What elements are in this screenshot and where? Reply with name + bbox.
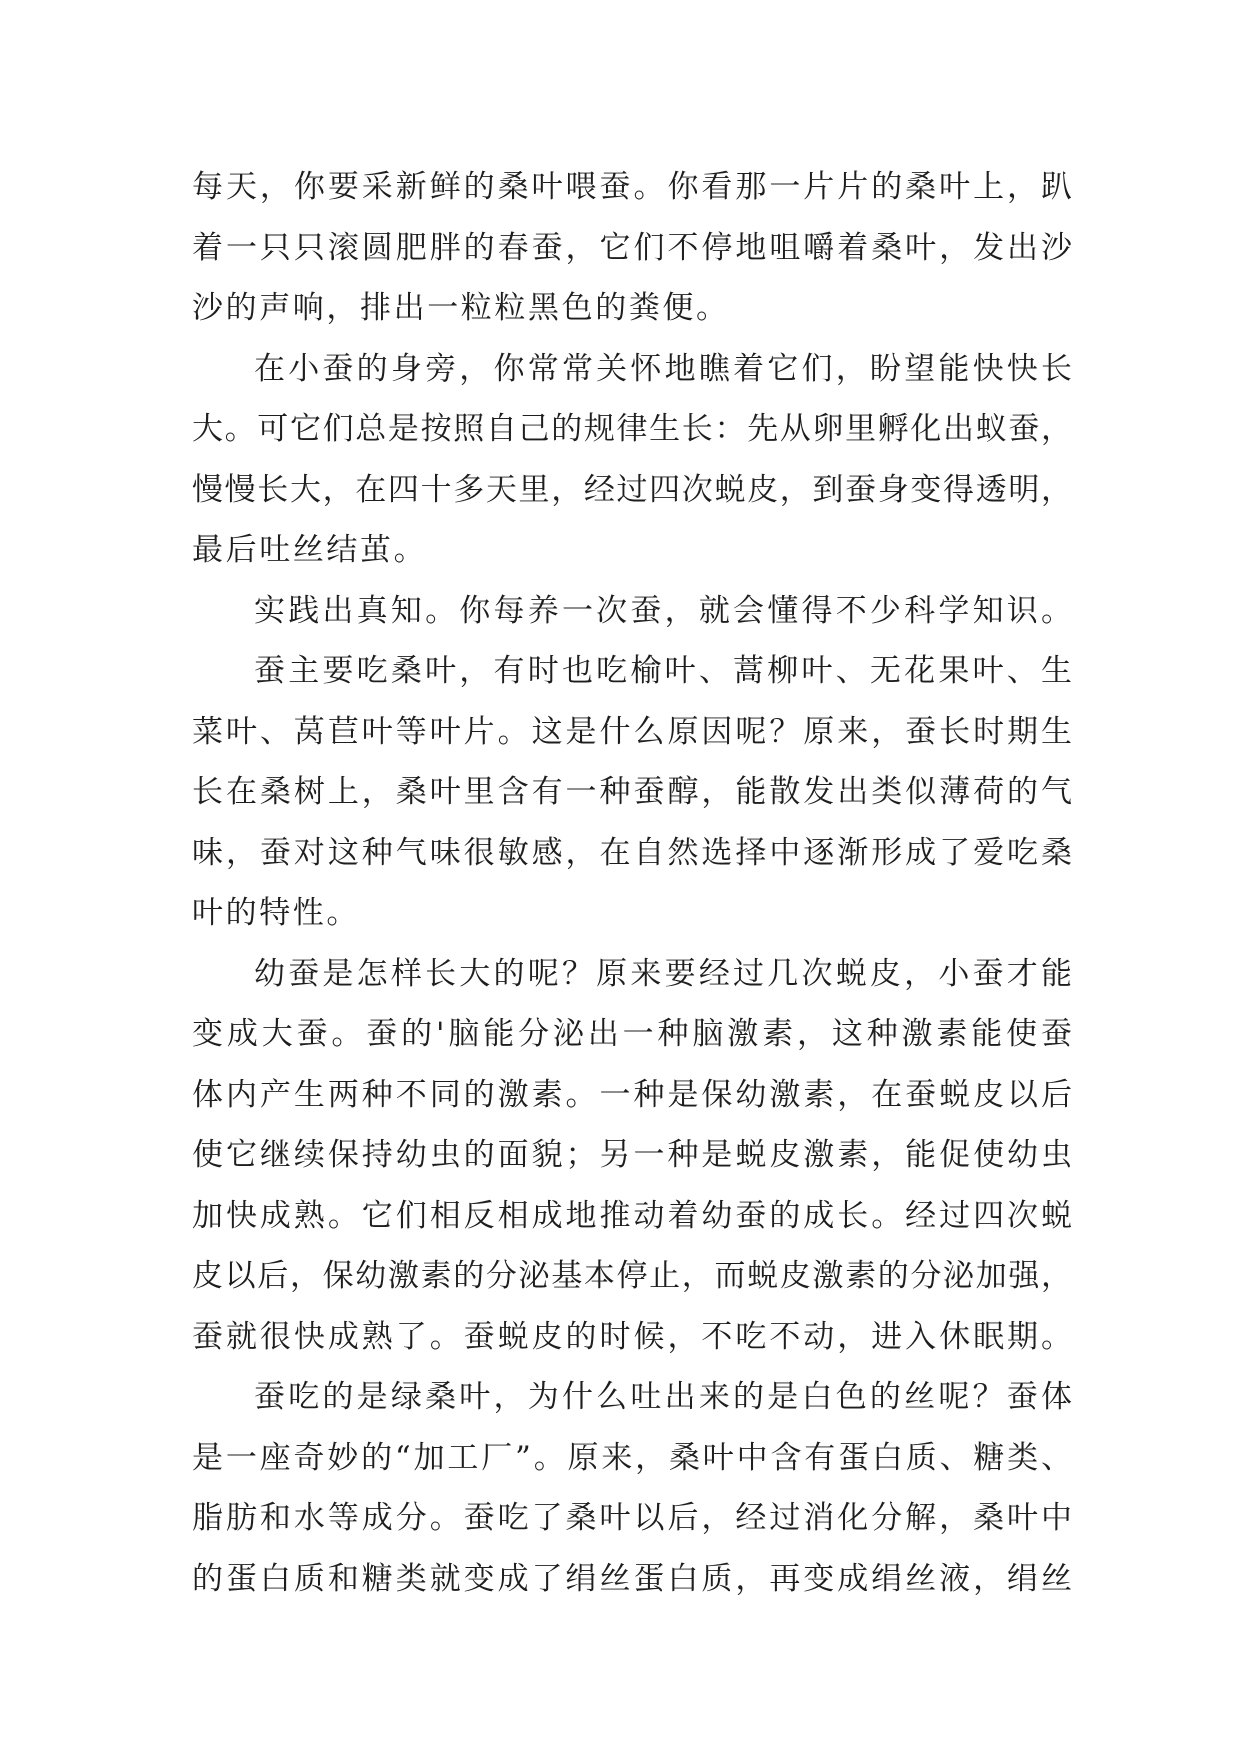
text-line: 蚕就很快成熟了。蚕蜕皮的时候，不吃不动，进入休眠期。 [192, 1318, 1072, 1355]
text-line: 味，蚕对这种气味很敏感，在自然选择中逐渐形成了爱吃桑 [192, 834, 1072, 871]
text-line: 菜叶、莴苣叶等叶片。这是什么原因呢？原来，蚕长时期生 [192, 713, 1072, 750]
text-line: 的蛋白质和糖类就变成了绢丝蛋白质，再变成绢丝液，绢丝 [192, 1560, 1072, 1597]
text-line: 最后吐丝结茧。 [192, 532, 428, 568]
text-line: 实践出真知。你每养一次蚕，就会懂得不少科学知识。 [254, 592, 1072, 629]
text-line: 幼蚕是怎样长大的呢？原来要经过几次蜕皮，小蚕才能 [254, 955, 1072, 992]
text-line: 是一座奇妙的“加工厂”。原来，桑叶中含有蛋白质、糖类、 [192, 1439, 1072, 1476]
text-line: 蚕吃的是绿桑叶，为什么吐出来的是白色的丝呢？蚕体 [254, 1379, 1072, 1415]
text-line: 叶的特性。 [192, 895, 360, 931]
text-line: 变成大蚕。蚕的'脑能分泌出一种脑激素，这种激素能使蚕 [192, 1016, 1072, 1052]
text-line: 使它继续保持幼虫的面貌；另一种是蜕皮激素，能促使幼虫 [192, 1137, 1072, 1173]
text-line: 体内产生两种不同的激素。一种是保幼激素，在蚕蜕皮以后 [192, 1076, 1072, 1113]
text-line: 加快成熟。它们相反相成地推动着幼蚕的成长。经过四次蜕 [192, 1197, 1072, 1234]
text-line: 蚕主要吃桑叶，有时也吃榆叶、蒿柳叶、无花果叶、生 [254, 653, 1072, 689]
text-line: 着一只只滚圆肥胖的春蚕，它们不停地咀嚼着桑叶，发出沙 [192, 229, 1072, 266]
text-line: 长在桑树上，桑叶里含有一种蚕醇，能散发出类似薄荷的气 [192, 774, 1072, 810]
document-body [192, 157, 1072, 1609]
text-line: 沙的声响，排出一粒粒黑色的粪便。 [192, 290, 730, 326]
text-line: 慢慢长大，在四十多天里，经过四次蜕皮，到蚕身变得透明， [192, 471, 1072, 508]
text-line: 脂肪和水等成分。蚕吃了桑叶以后，经过消化分解，桑叶中 [192, 1500, 1072, 1536]
text-line: 每天，你要采新鲜的桑叶喂蚕。你看那一片片的桑叶上，趴 [192, 169, 1072, 205]
text-line: 皮以后，保幼激素的分泌基本停止，而蜕皮激素的分泌加强， [192, 1258, 1072, 1294]
text-line: 大。可它们总是按照自己的规律生长：先从卵里孵化出蚁蚕， [192, 411, 1072, 447]
text-line: 在小蚕的身旁，你常常关怀地瞧着它们，盼望能快快长 [254, 350, 1072, 387]
